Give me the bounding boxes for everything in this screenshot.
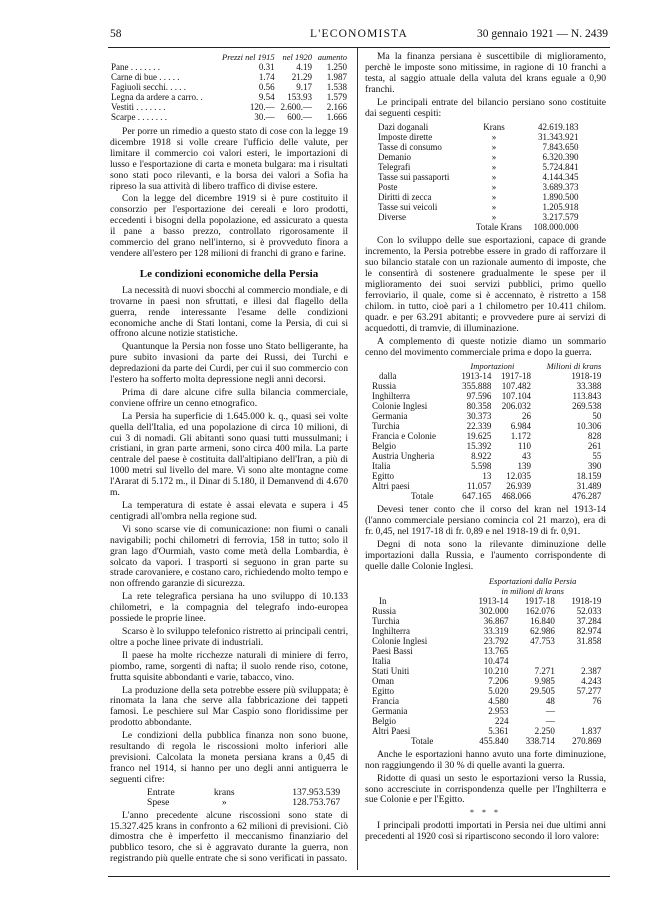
row-label: Entrate bbox=[147, 786, 175, 798]
row-label: Inghilterra bbox=[372, 391, 410, 402]
row-label: Colonie Inglesi bbox=[372, 401, 428, 412]
row-label: Telegrafi bbox=[378, 162, 411, 173]
column-divider bbox=[357, 48, 358, 870]
row-label: Turchia bbox=[372, 615, 400, 626]
paragraph: Quantunque la Persia non fosse uno Stato belligerante, ha pure subito invasioni da parte dei Russi, dei Turchi e depredazioni da parte dei Curdi, per cui il suo commercio con l'estero ha sofferto molta depressione negli anni decorsi. bbox=[110, 341, 348, 386]
cell-value: 206.032 bbox=[501, 401, 531, 412]
cell-value: 11.057 bbox=[466, 481, 492, 492]
row-label: Oman bbox=[372, 675, 394, 686]
cell-value: 110 bbox=[517, 441, 531, 452]
cell-value: 6.320.390 bbox=[542, 152, 579, 163]
prices-table bbox=[110, 52, 348, 122]
header-rule bbox=[108, 47, 610, 48]
cell-value: 18.159 bbox=[576, 471, 602, 482]
cell-value: 10.210 bbox=[483, 665, 509, 676]
row-label: Francia e Colonie bbox=[372, 431, 436, 442]
cell-value: 107.482 bbox=[501, 381, 531, 392]
cell-value: 5.724.841 bbox=[542, 162, 579, 173]
cell-value: 1.579 bbox=[326, 92, 347, 102]
row-label: Egitto bbox=[372, 471, 394, 482]
exports-caption-2: in milioni di krans bbox=[501, 585, 564, 596]
cell-value: 57.277 bbox=[576, 685, 602, 696]
row-label: Francia bbox=[372, 695, 399, 706]
cell-value bbox=[556, 656, 602, 666]
cell-value: 128.753.767 bbox=[292, 796, 341, 808]
table-row bbox=[371, 481, 602, 491]
cell-value: 9.17 bbox=[296, 82, 313, 92]
cell-value: 82.974 bbox=[576, 625, 602, 636]
prices-header: nel 1920 bbox=[282, 52, 313, 62]
cell-value: 23.792 bbox=[483, 635, 509, 646]
section-title: Le condizioni economiche della Persia bbox=[139, 267, 319, 280]
row-label: Scarpe . . . . . . . bbox=[111, 112, 167, 122]
row-label: Russia bbox=[372, 605, 397, 616]
table-row bbox=[377, 212, 579, 222]
exports-total-label: Totale bbox=[411, 735, 434, 746]
paragraph: La rete telegrafica persiana ha uno sviluppo di 10.133 chilometri, e la compagnia del telegrafo indo-europea possiede le proprie linee. bbox=[110, 591, 348, 625]
row-label: Dazi doganali bbox=[378, 122, 429, 133]
cell-value: 269.538 bbox=[572, 401, 602, 412]
row-label: Legna da ardere a carro. . bbox=[111, 92, 203, 102]
table-row bbox=[371, 401, 602, 411]
table-row bbox=[377, 172, 579, 182]
cell-value: 3.217.579 bbox=[542, 212, 579, 223]
imports-unit: Milioni di krans bbox=[546, 361, 602, 372]
table-row bbox=[371, 666, 602, 676]
cell-value: » bbox=[491, 152, 497, 163]
paragraph: Il paese ha molte ricchezze naturali di miniere di ferro, piombo, rame, sorgenti di nafta; il suolo rende riso, cotone, frutta squisite abbondanti e varie, tabacco, vino. bbox=[110, 649, 348, 683]
prices-header: aumento bbox=[317, 52, 347, 62]
imports-year: 1913-14 bbox=[461, 371, 492, 382]
footer-rule bbox=[108, 876, 610, 877]
table-row bbox=[377, 182, 579, 192]
cell-value: 21.29 bbox=[291, 72, 313, 82]
table-row bbox=[371, 461, 602, 471]
cell-value: 120.— bbox=[249, 102, 275, 112]
cell-value: 48 bbox=[545, 695, 555, 706]
cell-value: 10.474 bbox=[483, 655, 509, 666]
table-row bbox=[371, 616, 602, 626]
table-row bbox=[371, 391, 602, 401]
row-label: Inghilterra bbox=[372, 625, 410, 636]
cell-value: 29.505 bbox=[530, 685, 555, 696]
cell-value: 162.076 bbox=[525, 605, 555, 616]
cell-value: 42.619.183 bbox=[537, 122, 579, 133]
table-row bbox=[371, 706, 602, 716]
row-label: Belgio bbox=[372, 441, 396, 452]
row-label: Stati Uniti bbox=[372, 665, 410, 676]
row-label: Turchia bbox=[372, 421, 400, 432]
cell-value: » bbox=[491, 132, 497, 143]
cell-value: 15.392 bbox=[466, 441, 492, 452]
exports-caption: Esportazioni dalla Persia bbox=[488, 575, 577, 586]
paragraph: I principali prodotti importati in Persia nei due ultimi anni precedenti al 1920 così si ripartiscono secondo il loro valore: bbox=[365, 820, 606, 843]
exports-table bbox=[371, 576, 602, 746]
cell-value: 31.489 bbox=[576, 481, 602, 492]
cell-value: 107.104 bbox=[501, 391, 531, 402]
cell-value: 22.339 bbox=[466, 421, 492, 432]
table-row bbox=[110, 102, 348, 112]
cell-value: » bbox=[491, 202, 497, 213]
table-row bbox=[371, 626, 602, 636]
row-label: Altri paesi bbox=[372, 481, 410, 492]
page-number: 58 bbox=[110, 28, 122, 40]
cell-value bbox=[556, 706, 602, 716]
cell-value: 2.387 bbox=[581, 665, 602, 676]
cell-value: 33.319 bbox=[483, 625, 509, 636]
row-label: Italia bbox=[372, 655, 391, 666]
table-row bbox=[377, 162, 579, 172]
imports-year: 1918-19 bbox=[571, 371, 602, 382]
row-label: Carne di bue . . . . . bbox=[111, 72, 180, 82]
revenues-total-label: Totale Krans bbox=[475, 222, 522, 233]
cell-value: 137.953.539 bbox=[292, 786, 341, 798]
table-row bbox=[371, 431, 602, 441]
paragraph: Ma la finanza persiana è suscettibile di miglioramento, perchè le imposte sono mitissime, in ragione di 10 franchi a testa, al saggio attuale della valuta del krans eguale a 0,90 franchi. bbox=[365, 51, 606, 95]
table-row bbox=[377, 152, 579, 162]
cell-value: 224 bbox=[494, 715, 509, 726]
cell-value: 36.867 bbox=[483, 615, 509, 626]
cell-value: 1.74 bbox=[258, 72, 275, 82]
cell-value: 4.243 bbox=[581, 675, 602, 686]
cell-value: 390 bbox=[587, 461, 602, 472]
paragraph: Prima di dare alcune cifre sulla bilancia commerciale, conviene offrire un cenno etnografico. bbox=[110, 386, 348, 409]
exports-total: 270.869 bbox=[572, 735, 602, 746]
cell-value: 52.033 bbox=[576, 605, 602, 616]
paragraph: Le principali entrate del bilancio persiano sono costituite dai seguenti cespiti: bbox=[365, 96, 606, 119]
imports-table bbox=[371, 361, 602, 501]
cell-value: 37.284 bbox=[576, 615, 602, 626]
paragraph: Con lo sviluppo delle sue esportazioni, capace di grande incremento, la Persia potrebbe essere in grado di rafforzare il suo bilancio statale con un razionale aumento di imposte, che le consentirà di sostenere gradualmente le spese per il miglioramento dei suoi servizi pubblici, primo quello ferroviario, il quale, come si è accennato, è ristretto a 158 chilom. in tutto, cioè pari a 1 chilometro per 10.411 chilom. quadr. e per 63.291 abitanti; e provvedere pure ai servizi di acquedotti, di tramvie, di illuminazione. bbox=[365, 235, 606, 334]
row-label: Tasse di consumo bbox=[378, 142, 442, 153]
cell-value bbox=[509, 656, 555, 666]
journal-title: L'ECONOMISTA bbox=[310, 28, 408, 40]
table-row bbox=[371, 411, 602, 421]
cell-value: 302.000 bbox=[479, 605, 509, 616]
right-column bbox=[365, 52, 606, 845]
cell-value: 3.689.373 bbox=[542, 182, 579, 193]
paragraph: Devesi tener conto che il corso del kran nel 1913-14 (l'anno commerciale persiano comincia col 21 marzo), era di fr. 0,45, nel 1917-18 di fr. 0,89 e nel 1918-19 di fr. 0,91. bbox=[365, 504, 606, 538]
paragraph: La produzione della seta potrebbe essere più sviluppata; è rinomata la lana che serve alla fabbricazione dei tappeti famosi. Le peschiere sul Mar Caspio sono floridissime per prodotto abbondante. bbox=[110, 684, 348, 729]
cell-value: 62.986 bbox=[530, 625, 555, 636]
cell-value: 1.987 bbox=[326, 72, 347, 82]
cell-value: » bbox=[491, 182, 497, 193]
table-row bbox=[371, 421, 602, 431]
cell-value: 1.890.500 bbox=[542, 192, 579, 203]
cell-value: 26 bbox=[521, 411, 531, 422]
cell-value: 13 bbox=[482, 471, 492, 482]
cell-value: 12.035 bbox=[506, 471, 531, 482]
table-row bbox=[371, 656, 602, 666]
cell-value: 31.343.921 bbox=[537, 132, 579, 143]
cell-value: » bbox=[491, 212, 497, 223]
table-row bbox=[371, 716, 602, 726]
row-label: Poste bbox=[378, 182, 398, 193]
cell-value: 13.765 bbox=[483, 645, 509, 656]
cell-value: 50 bbox=[592, 411, 602, 422]
row-label: Diverse bbox=[378, 212, 406, 223]
cell-value: 5.598 bbox=[471, 461, 492, 472]
cell-value: 55 bbox=[592, 451, 602, 462]
cell-value: 7.843.650 bbox=[542, 142, 579, 153]
row-label: Italia bbox=[372, 461, 391, 472]
cell-value: 1.538 bbox=[326, 82, 347, 92]
cell-value: krans bbox=[213, 786, 235, 798]
row-label: Imposte dirette bbox=[378, 132, 433, 143]
budget-table bbox=[146, 788, 341, 808]
cell-value: 1.666 bbox=[326, 112, 347, 122]
row-label: Vestiti . . . . . . . bbox=[111, 102, 166, 112]
running-header bbox=[110, 28, 608, 46]
row-label: Paesi Bassi bbox=[372, 645, 413, 656]
cell-value: 0.56 bbox=[258, 82, 275, 92]
row-label: Diritti di zecca bbox=[378, 192, 432, 203]
cell-value: 9.985 bbox=[534, 675, 555, 686]
table-row bbox=[146, 798, 341, 808]
cell-value: 47.753 bbox=[530, 635, 555, 646]
cell-value: 600.— bbox=[287, 112, 313, 122]
cell-value: 113.843 bbox=[572, 391, 602, 402]
prices-header: Prezzi nel 1915 bbox=[222, 52, 275, 62]
imports-dalla: dalla bbox=[379, 371, 397, 382]
table-row bbox=[371, 606, 602, 616]
cell-value: » bbox=[491, 192, 497, 203]
exports-total: 338.714 bbox=[525, 735, 555, 746]
table-row bbox=[371, 636, 602, 646]
paragraph: La temperatura di estate è assai elevata e supera i 45 centigradi all'ombra nella regione sud. bbox=[110, 500, 348, 522]
cell-value: 33.388 bbox=[576, 381, 602, 392]
cell-value: 2.953 bbox=[488, 705, 509, 716]
cell-value: » bbox=[491, 162, 497, 173]
cell-value: 0.31 bbox=[258, 62, 275, 72]
cell-value: 6.984 bbox=[510, 421, 531, 432]
imports-year: 1917-18 bbox=[500, 371, 531, 382]
exports-year: 1913-14 bbox=[478, 595, 509, 606]
row-label: Austria Ungheria bbox=[372, 451, 435, 462]
table-row bbox=[377, 132, 579, 142]
cell-value: » bbox=[491, 142, 497, 153]
table-row bbox=[110, 82, 348, 92]
left-column bbox=[110, 52, 348, 867]
cell-value bbox=[556, 716, 602, 726]
cell-value: — bbox=[545, 715, 555, 726]
cell-value: 2.250 bbox=[534, 725, 555, 736]
cell-value bbox=[556, 646, 602, 656]
cell-value: 30.373 bbox=[466, 411, 492, 422]
row-label: Fagiuoli secchi. . . . . bbox=[111, 82, 186, 92]
row-label: Tasse sui passaporti bbox=[378, 172, 450, 183]
revenues-table bbox=[377, 122, 579, 232]
row-label: Tasse sui veicoli bbox=[378, 202, 438, 213]
cell-value: 4.19 bbox=[296, 62, 313, 72]
cell-value: Krans bbox=[483, 122, 505, 133]
exports-year: 1918-19 bbox=[571, 595, 602, 606]
cell-value: 7.271 bbox=[534, 665, 555, 676]
table-row bbox=[371, 441, 602, 451]
cell-value: » bbox=[221, 796, 227, 808]
cell-value: 5.020 bbox=[488, 685, 509, 696]
cell-value: 261 bbox=[587, 441, 602, 452]
cell-value: — bbox=[545, 705, 555, 716]
cell-value: 10.306 bbox=[576, 421, 602, 432]
row-label: Russia bbox=[372, 381, 397, 392]
row-label: Egitto bbox=[372, 685, 394, 696]
cell-value: 43 bbox=[521, 451, 531, 462]
paragraph: Scarso è lo sviluppo telefonico ristretto ai principali centri, oltre a poche linee private di industriali. bbox=[110, 625, 348, 648]
cell-value: 97.596 bbox=[466, 391, 492, 402]
cell-value: 355.888 bbox=[462, 381, 492, 392]
cell-value: 1.205.918 bbox=[542, 202, 579, 213]
paragraph: La Persia ha superficie di 1.645.000 k. q., quasi sei volte quella dell'Italia, ed una popolazione di circa 10 milioni, di cui 3 di nomadi. Gli abitanti sono quasi tutti mussulmani; i cristiani, in gran parte armeni, sono circa 400 mila. La parte centrale del paese è costituita dall'altipiano dell'Iran, a più di 1000 metri sul livello del mare. Vi sono alte montagne come l'Ararat di 5.172 m., il Dinar di 5.180, il Demanvend di 4.670 m. bbox=[110, 410, 348, 499]
cell-value: 828 bbox=[587, 431, 602, 442]
paragraph: Anche le esportazioni hanno avuto una forte diminuzione, non raggiungendo il 30 % di quelle avanti la guerra. bbox=[365, 748, 606, 771]
exports-year: 1917-18 bbox=[524, 595, 555, 606]
row-label: Pane . . . . . . . bbox=[111, 62, 160, 72]
cell-value: 26.939 bbox=[506, 481, 531, 492]
table-row bbox=[371, 686, 602, 696]
table-row bbox=[371, 451, 602, 461]
paragraph: Ridotte di quasi un sesto le esportazioni verso la Russia, sono accresciute in corrispondenza quelle per l'Inghilterra e sue Colonie e per l'Egitto. bbox=[365, 772, 606, 806]
cell-value: 31.858 bbox=[576, 635, 602, 646]
table-row bbox=[371, 381, 602, 391]
table-row bbox=[371, 646, 602, 656]
paragraph: Con la legge del dicembre 1919 si è pure costituito il consorzio per l'esportazione dei cereali e loro prodotti, eccedenti i bisogni della popolazione, ed assicurato a questa il pane a basso prezzo, controllato rigorosamente il commercio del grano nell'interno, si è provveduto finora a vendere all'estero per 128 milioni di franchi di grano e farine. bbox=[110, 193, 348, 259]
table-row bbox=[377, 202, 579, 212]
paragraph: Vi sono scarse vie di comunicazione: non fiumi o canali navigabili; pochi chilometri di ferrovia, 158 in tutto; solo il gran lago d'Ourmiah, vasto come metà della Lombardia, è solcato da vapori. I trasporti si seguono in gran parte su strade carovaniere, e costano caro, richiedendo molto tempo e non offrendo garanzie di sicurezza. bbox=[110, 523, 348, 590]
imports-total-label: Totale bbox=[411, 491, 434, 502]
paragraph: Degni di nota sono la rilevante diminuzione delle importazioni dalla Russia, e l'aumento corrispondente di quelle dalle Colonie Inglesi. bbox=[365, 539, 606, 572]
table-row bbox=[371, 676, 602, 686]
imports-total: 647.165 bbox=[462, 491, 492, 502]
cell-value: 139 bbox=[517, 461, 531, 472]
cell-value bbox=[509, 646, 555, 656]
cell-value: 1.250 bbox=[326, 62, 347, 72]
table-row bbox=[377, 192, 579, 202]
revenues-total: 108.000.000 bbox=[533, 222, 579, 233]
table-row bbox=[110, 92, 348, 102]
table-row bbox=[110, 72, 348, 82]
cell-value: 7.206 bbox=[488, 675, 509, 686]
cell-value: » bbox=[491, 172, 497, 183]
table-row bbox=[371, 471, 602, 481]
paragraph: A complemento di queste notizie diamo un sommario cenno del movimento commerciale prima e dopo la guerra. bbox=[365, 335, 606, 358]
cell-value: 9.54 bbox=[258, 92, 275, 102]
exports-total: 455.840 bbox=[479, 735, 509, 746]
cell-value: 2.166 bbox=[326, 102, 347, 112]
table-row bbox=[377, 142, 579, 152]
row-label: Spese bbox=[147, 796, 170, 808]
row-label: Demanio bbox=[378, 152, 411, 163]
row-label: Altri Paesi bbox=[372, 725, 411, 736]
cell-value: 19.625 bbox=[466, 431, 492, 442]
cell-value: 4.144.345 bbox=[542, 172, 579, 183]
exports-in: In bbox=[379, 595, 387, 606]
paragraph: Per porre un rimedio a questo stato di cose con la legge 19 dicembre 1918 si volle creare l'ufficio delle valute, per limitare il commercio coi valori esteri, le importazioni di lusso e l'esportazione di carta e moneta bulgara: ma i risultati sono stati poco rilevanti, e la borsa dei valori a Sofia ha ripreso la sua attività di libero traffico di divise estere. bbox=[110, 126, 348, 192]
cell-value: 80.358 bbox=[466, 401, 492, 412]
cell-value: 2.600.— bbox=[280, 102, 313, 112]
cell-value: 4.580 bbox=[488, 695, 509, 706]
row-label: Colonie Inglesi bbox=[372, 635, 428, 646]
imports-caption: Importazioni bbox=[470, 361, 515, 372]
row-label: Germania bbox=[372, 705, 408, 716]
cell-value: 1.837 bbox=[581, 725, 602, 736]
row-label: Belgio bbox=[372, 715, 396, 726]
paragraph: La necessità di nuovi sbocchi al commercio mondiale, e di trovarne in paesi non sfruttati, e illesi dal flagello della guerra, rende interessante l'esame delle condizioni economiche anche di Stati lontani, come la Persia, di cui si offrono alcune notizie statistiche. bbox=[110, 284, 348, 340]
cell-value: 1.172 bbox=[510, 431, 531, 442]
table-row bbox=[110, 112, 348, 122]
table-row bbox=[371, 726, 602, 736]
section-stars: * * * bbox=[470, 808, 501, 818]
cell-value: 8.922 bbox=[471, 451, 492, 462]
cell-value: 5.361 bbox=[488, 725, 509, 736]
table-row bbox=[377, 122, 579, 132]
issue-date: 30 gennaio 1921 — N. 2439 bbox=[477, 28, 608, 40]
cell-value: 76 bbox=[592, 695, 602, 706]
imports-total: 468.066 bbox=[501, 491, 531, 502]
table-row bbox=[110, 62, 348, 72]
cell-value: 30.— bbox=[254, 112, 275, 122]
paragraph: L'anno precedente alcune riscossioni sono state di 15.327.425 krans in confronto a 62 milioni di previsioni. Ciò dimostra che è imperfetto il meccanismo finanziario del pubblico tesoro, che si è aggravato durante la guerra, non registrando più quelle entrate che si sono verificati in passato. bbox=[110, 809, 348, 865]
cell-value: 16.840 bbox=[530, 615, 555, 626]
cell-value: 153.93 bbox=[287, 92, 313, 102]
imports-total: 476.287 bbox=[572, 491, 602, 502]
paragraph: Le condizioni della pubblica finanza non sono buone, resultando di regola le riscossioni molto inferiori alle previsioni. Calcolata la moneta persiana krans a 0,45 di franco nel 1914, si hanno per uno degli anni antiguerra le seguenti cifre: bbox=[110, 730, 348, 785]
table-row bbox=[371, 696, 602, 706]
row-label: Germania bbox=[372, 411, 408, 422]
